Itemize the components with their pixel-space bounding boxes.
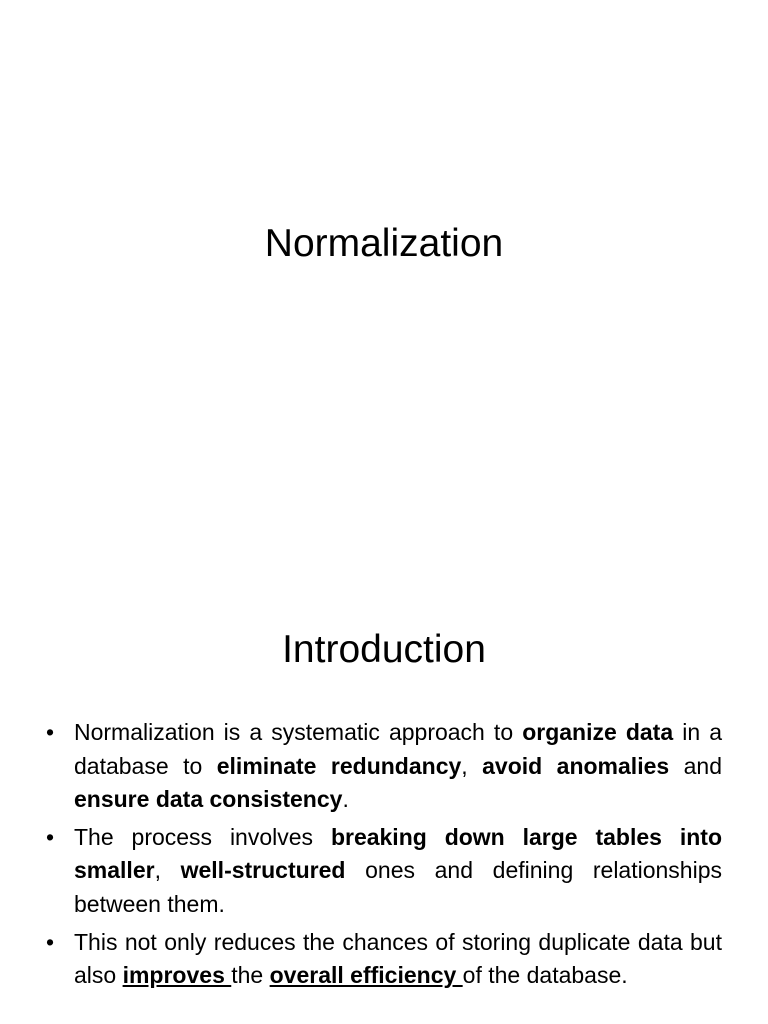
bullet-icon: •: [46, 823, 55, 850]
bullet-emphasis: eliminate redundancy: [216, 752, 462, 779]
bullet-emphasis: well-structured: [180, 857, 346, 884]
bullet-text: Normalization is a systematic approach to: [74, 719, 523, 745]
bullet-emphasis-underlined: overall efficiency: [269, 962, 463, 989]
slide-title: Introduction: [282, 628, 486, 671]
introduction-slide: [0, 576, 768, 1024]
slide-title: Normalization: [264, 222, 504, 265]
bullet-text: This not only reduces the chances of storing duplicate data but also: [74, 928, 722, 989]
bullet-icon: •: [46, 928, 55, 955]
bullet-emphasis: avoid anomalies: [482, 752, 670, 779]
bullet-icon: •: [46, 719, 55, 745]
bullet-text: ones and defining relationships between them.: [74, 857, 723, 917]
bullet-list: [46, 716, 722, 997]
bullet-emphasis-underlined: improves: [122, 962, 232, 989]
bullet-emphasis: breaking down large tables into smaller: [74, 823, 722, 884]
bullet-emphasis: organize data: [522, 719, 674, 745]
bullet-text: The process involves: [74, 823, 331, 850]
bullet-text: the: [231, 962, 270, 989]
bullet-text: ,: [461, 752, 483, 779]
bullet-text: in a database to: [74, 719, 722, 779]
bullet-text: and: [669, 752, 723, 779]
bullet-text: of the database.: [462, 962, 628, 989]
bullet-emphasis: ensure data consistency: [74, 786, 343, 813]
bullet-item: [46, 716, 722, 817]
bullet-text: .: [342, 786, 349, 813]
bullet-item: [46, 926, 722, 993]
bullet-text: ,: [154, 857, 181, 884]
bullet-item: [46, 821, 722, 922]
